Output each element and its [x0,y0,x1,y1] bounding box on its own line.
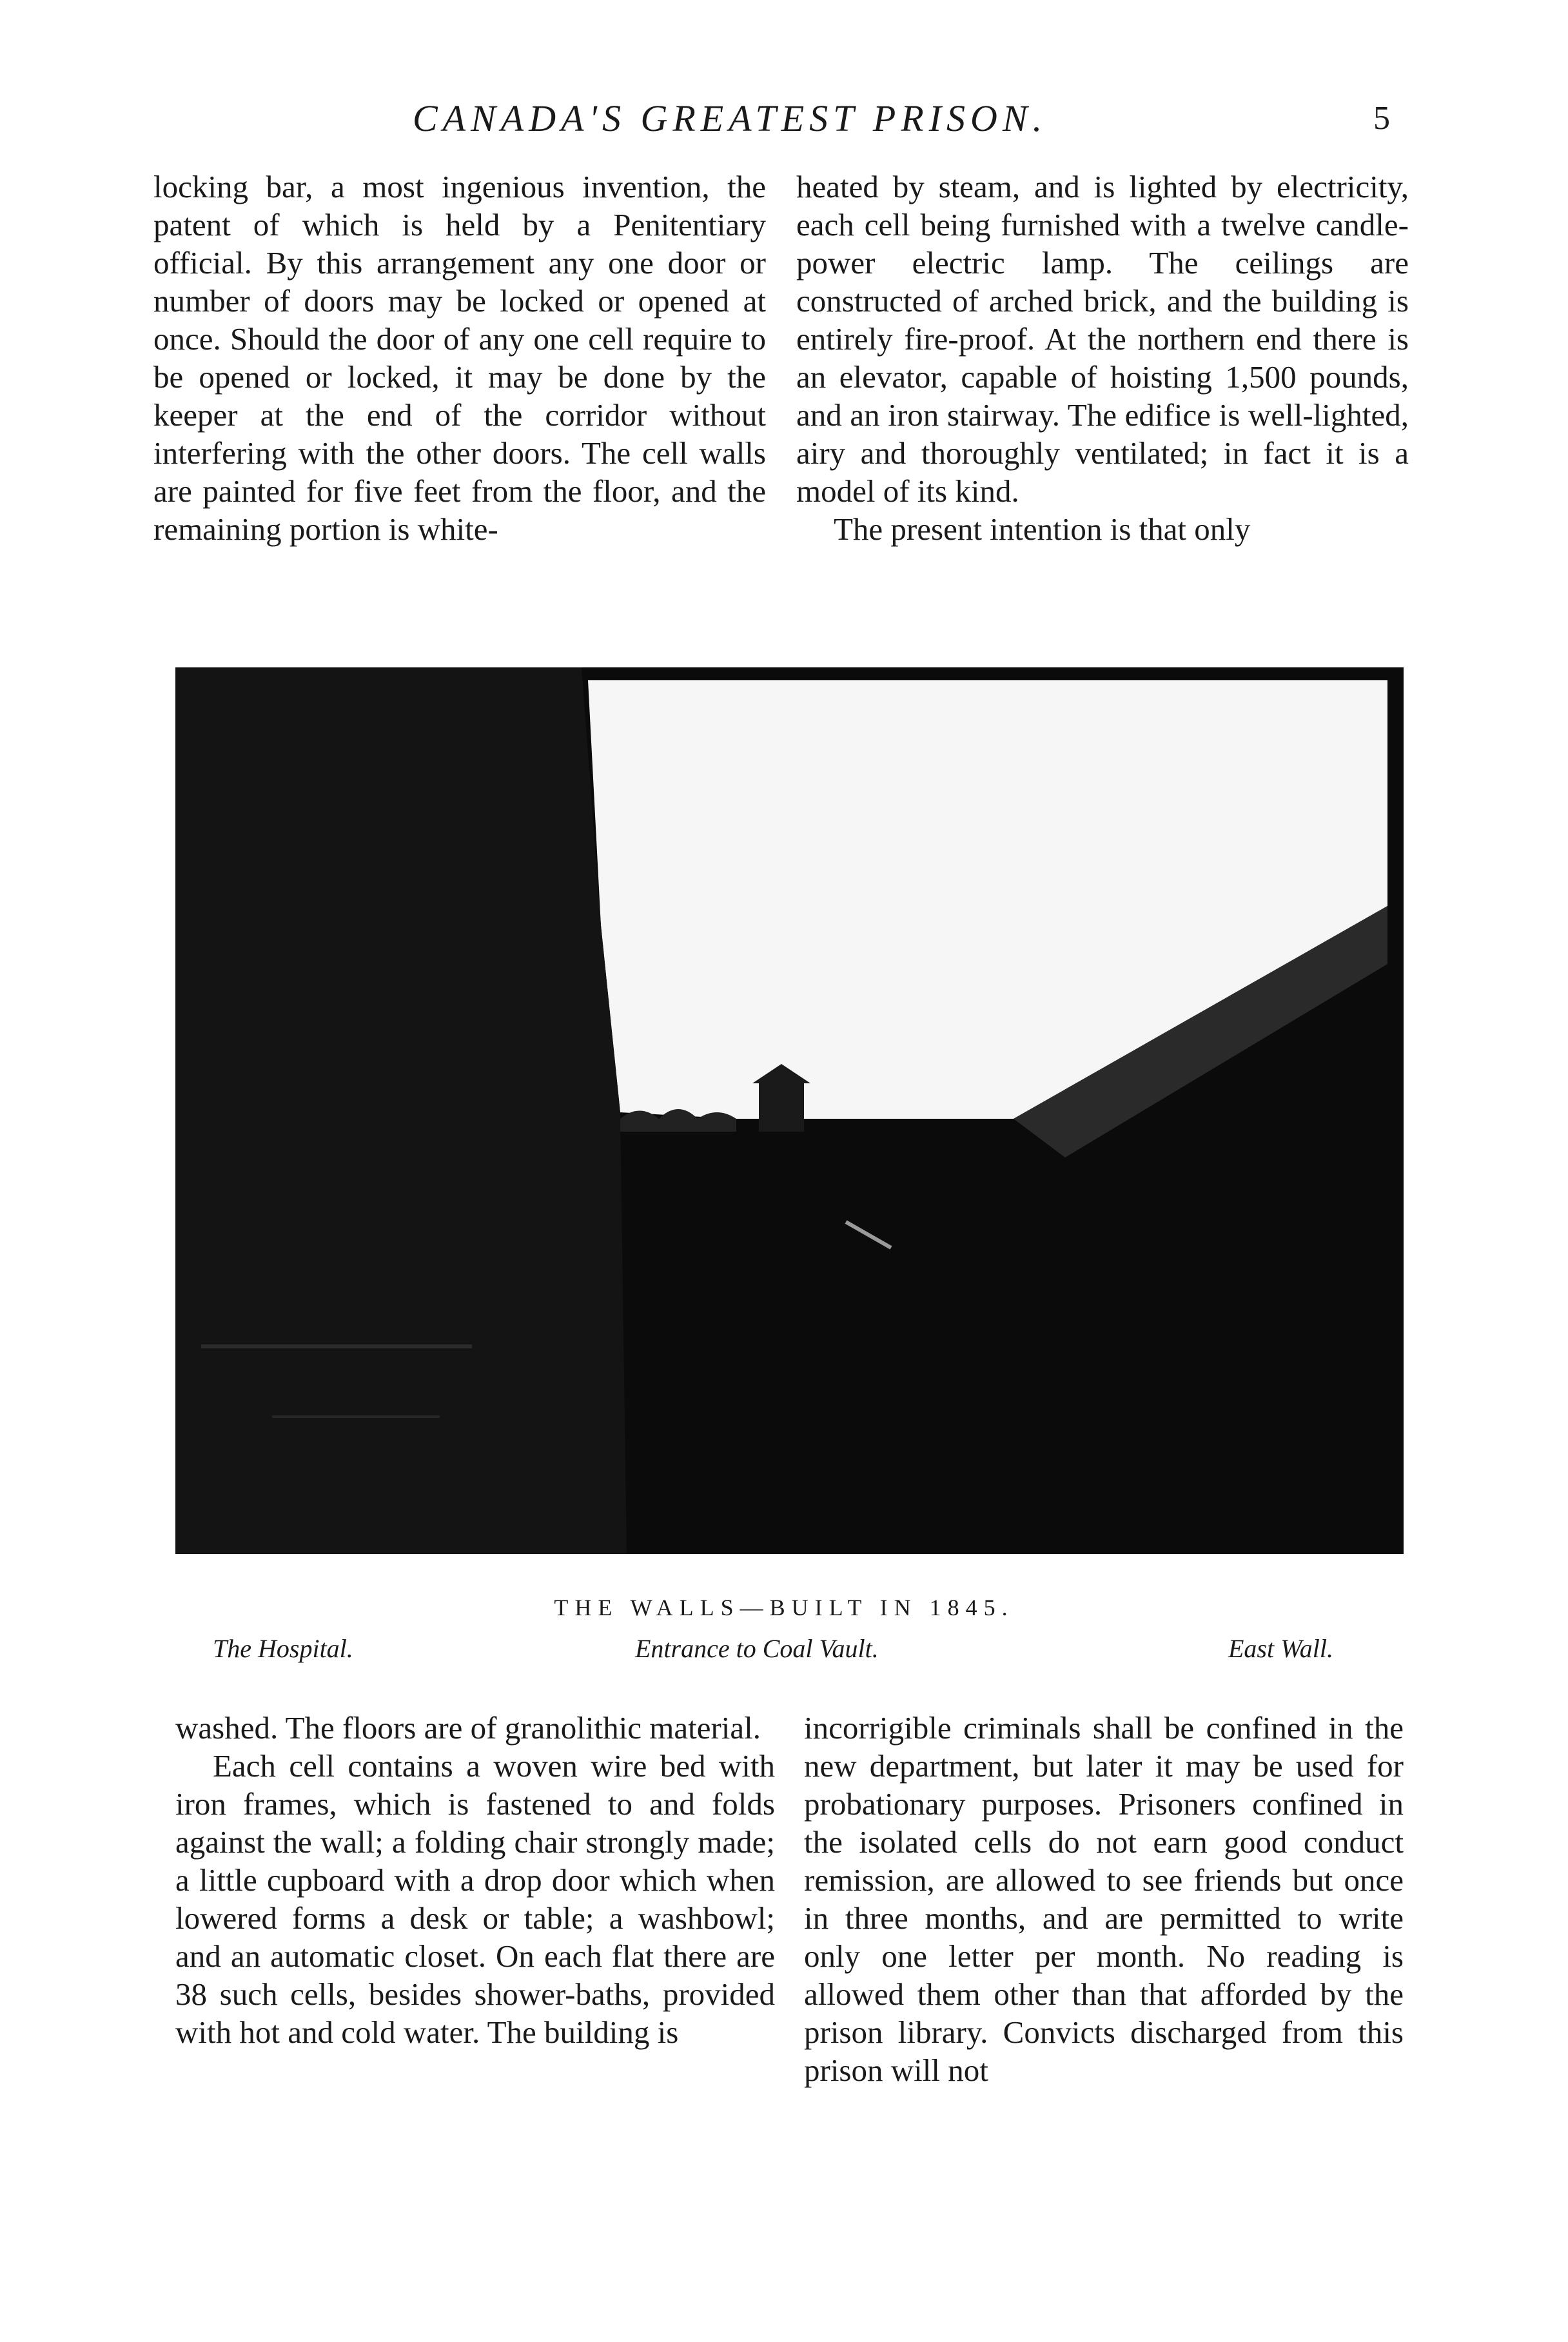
paragraph: locking bar, a most ingenious invention, the patent of which is held by a Penitentiary official. By this arrangement any one door or number of doors may be locked or opened at once. Should the door of any one cell require to be opened or locked, it may be done by the keeper at the end of the corridor without interfering with the other doors. The cell walls are painted for five feet from the floor, and the remaining portion is white- [153,169,766,547]
figure-label-east-wall: East Wall. [1228,1634,1333,1663]
top-left-column [153,168,766,548]
prison-walls-photograph [175,667,1404,1554]
page-number: 5 [1373,100,1390,137]
bottom-right-column [804,1709,1404,2089]
paragraph: washed. The floors are of granolithic material. [175,1710,761,1746]
figure-label-coal-vault: Entrance to Coal Vault. [635,1634,879,1663]
bottom-left-column [175,1709,775,2051]
running-head [0,97,1568,148]
paragraph: incorrigible criminals shall be confined in the new department, but later it may be used for probationary purposes. Prisoners confined in the isolated cells do not earn good conduct remission, are allowed to see friends but once in three months, and are permitted to write only one letter per month. No reading is allowed them other than that afforded by the prison library. Convicts discharged from this prison will not [804,1710,1404,2088]
photograph-image [175,667,1404,1554]
paragraph: Each cell contains a woven wire bed with iron frames, which is fastened to and folds against the wall; a folding chair strongly made; a little cupboard with a drop door which when lowered forms a desk or table; a washbowl; and an automatic closet. On each flat there are 38 such cells, besides shower-baths, provided with hot and cold water. The building is [175,1748,775,2050]
running-title: CANADA'S GREATEST PRISON. [413,97,1048,139]
figure-label-hospital: The Hospital. [213,1634,353,1663]
figure-caption-title: THE WALLS—BUILT IN 1845. [554,1595,1014,1620]
paragraph: heated by steam, and is lighted by electricity, each cell being furnished with a twelve candle-power electric lamp. The ceilings are constructed of arched brick, and the building is entirely fire-proof. At the northern end there is an elevator, capable of hoisting 1,500 pounds, and an iron stairway. The edifice is well-lighted, airy and thoroughly ventilated; in fact it is a model of its kind. [796,169,1409,509]
paragraph: The present intention is that only [834,511,1251,547]
top-right-column [796,168,1409,548]
